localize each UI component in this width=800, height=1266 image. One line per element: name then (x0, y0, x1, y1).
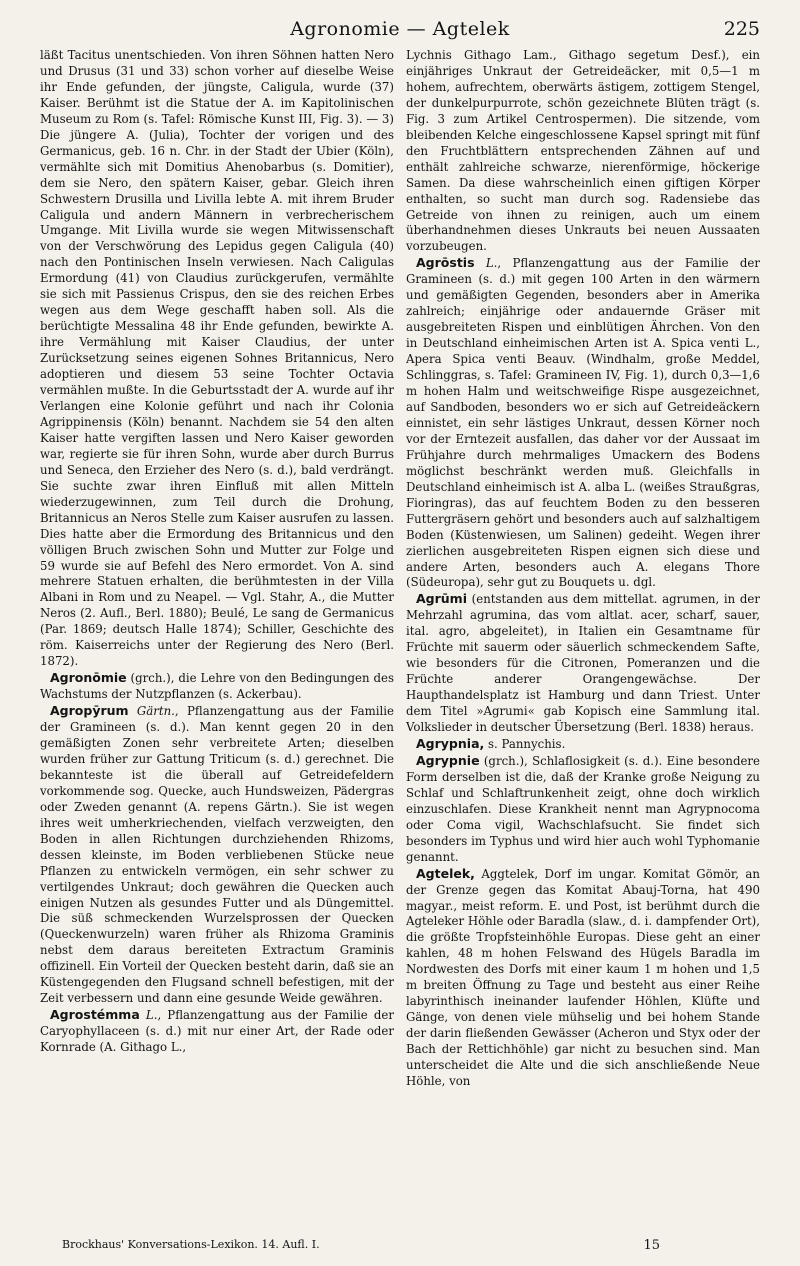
right-column (406, 48, 760, 1212)
headword-agrostis: Agrōstis (416, 255, 475, 271)
author-agrostemma: L. (139, 1008, 158, 1023)
text-columns (40, 48, 760, 1212)
entry-agrostis (406, 255, 760, 591)
page-number: 225 (723, 18, 760, 40)
entry-agrypnie (406, 753, 760, 866)
author-agrostis: L. (474, 256, 498, 271)
author-agropyrum: Gärtn. (128, 704, 175, 719)
headword-agtelek: Agtelek, (416, 865, 475, 881)
continuation-agrippina: läßt Tacitus unentschieden. Von ihren Söhnen hatten Nero und Drusus (31 und 33) schon vorher auf dieselbe Weise ihr Ende gefunden, der jüngste, Caligula, wurde (37) Kaiser. Berühmt ist die Statue der A. im Kapitolinischen Museum zu Rom (s. Tafel: Römische Kunst III, Fig. 3). — 3) Die jüngere A. (Julia), Tochter der vorigen und des Germanicus, geb. 16 n. Chr. in der Stadt der Ubier (Köln), vermählte sich mit Domitius Ahenobarbus (s. Domitier), dem sie Nero, den spätern Kaiser, gebar. Gleich ihren Schwestern Drusilla und Livilla lebte A. mit ihrem Bruder Caligula und andern Männern in verbrecherischem Umgange. Mit Livilla wurde sie wegen Mitwissenschaft von der Verschwörung des Lepidus gegen Caligula (40) nach den Pontinischen Inseln verwiesen. Nach Caligulas Ermordung (41) von Claudius zurückgerufen, vermählte sie sich mit Passienus Crispus, den sie des reichen Erbes wegen aus dem Wege geschafft haben soll. Als die berüchtigte Messalina 48 ihr Ende gefunden, bewirkte A. ihre Vermählung mit Kaiser Claudius, der unter Zurücksetzung seines eigenen Sohnes Britannicus, Nero adoptieren und diesem 53 seine Tochter Octavia vermählen mußte. In die Geburtsstadt der A. wurde auf ihr Verlangen eine Kolonie geführt und nach ihr Colonia Agrippinensis (Köln) benannt. Nachdem sie 54 den alten Kaiser hatte vergiften lassen und Nero Kaiser geworden war, regierte sie für ihren Sohn, wurde aber durch Burrus und Seneca, den Erzieher des Nero (s. d.), bald verdrängt. Sie suchte zwar ihren Einfluß mit allen Mitteln wiederzugewinnen, zum Teil durch die Drohung, Britannicus an Neros Stelle zum Kaiser ausrufen zu lassen. Dies hatte aber die Ermordung des Britannicus und den völligen Bruch zwischen Sohn und Mutter zur Folge und 59 wurde sie auf Befehl des Nero ermordet. Von A. sind mehrere Statuen erhalten, die berühmtesten in der Villa Albani in Rom und zu Neapel. — Vgl. Stahr, A., die Mutter Neros (2. Aufl., Berl. 1880); Beulé, Le sang de Germanicus (Par. 1869; deutsch Halle 1874); Schiller, Geschichte des röm. Kaiserreichs unter der Regierung des Nero (Berl. 1872). (40, 48, 394, 669)
entry-agrostemma (40, 1007, 394, 1056)
entry-text-agronomie: (grch.), die Lehre von den Bedingungen des Wachstums der Nutzpflanzen (s. Ackerbau). (40, 671, 394, 702)
left-column (40, 48, 394, 1212)
entry-text-agropyrum: , Pflanzengattung aus der Familie der Gramineen (s. d.). Man kennt gegen 20 in den gemäßigten Zonen sehr verbreitete Arten; dieselben wurden früher zur Gattung Triticum (s. d.) gerechnet. Die bekannteste ist die überall auf Getreidefeldern vorkommende sog. Quecke, auch Hundsweizen, Pädergras oder Zweden genannt (A. repens Gärtn.). Sie ist wegen ihres weit umherkriechenden, vielfach verzweigten, den Boden in allen Richtungen durchziehenden Rhizoms, dessen kleinste, im Boden verbliebenen Stücke neue Pflanzen zu entwickeln vermögen, ein sehr schwer zu vertilgendes Unkraut; doch gewähren die Quecken auch einigen Nutzen als gesundes Futter und als Düngemittel. Die süß schmeckenden Wurzelsprossen der Quecken (Queckenwurzeln) waren früher als Rhizoma Graminis nebst dem daraus bereiteten Extractum Graminis offizinell. Ein Vorteil der Quecken besteht darin, daß sie an Küstengegenden den Flugsand schnell befestigen, mit der Zeit verbessern und dann eine gesunde Weide gewähren. (40, 704, 394, 1006)
entry-text-agrostis: , Pflanzengattung aus der Familie der Gramineen (s. d.) mit gegen 100 Arten in den wärmern und gemäßigten Gegenden, besonders aber in Amerika zahlreich; einjährige oder andauernde Gräser mit ausgebreiteten Rispen und einblütigen Ährchen. Von den in Deutschland einheimischen Arten ist A. Spica venti L., Apera Spica venti Beauv. (Windhalm, große Meddel, Schlinggras, s. Tafel: Gramineen IV, Fig. 1), durch 0,3—1,6 m hohen Halm und weitschweifige Rispe ausgezeichnet, auf Sandboden, besonders wo er sich auf Getreideäckern einnistet, ein sehr lästiges Unkraut, dessen Körner noch vor der Erntezeit ausfallen, das daher vor der Aussaat im Frühjahre durch mehrmaliges Umackern des Bodens möglichst beschränkt werden muß. Gleichfalls in Deutschland einheimisch ist A. alba L. (weißes Straußgras, Fioringras), das auf feuchtem Boden zu den besseren Futtergräsern gehört und besonders auch auf salzhaltigem Boden (Küstenwiesen, um Salinen) gedeiht. Wegen ihrer zierlichen ausgebreiteten Rispen eignen sich diese und andere Arten, besonders auch A. elegans Thore (Südeuropa), sehr gut zu Bouquets u. dgl. (406, 256, 760, 590)
continuation-agrostemma: Lychnis Githago Lam., Githago segetum Desf.), ein einjähriges Unkraut der Getreideäcker, mit 0,5—1 m hohem, aufrechtem, oberwärts ästigem, zottigem Stengel, der dunkelpurpurrote, schön gezeichnete Blüten trägt (s. Fig. 3 zum Artikel Centrospermen). Die sitzende, vom bleibenden Kelche eingeschlossene Kapsel springt mit fünf den Fruchtblättern entsprechenden Zähnen auf und enthält zahlreiche schwarze, nierenförmige, höckerige Samen. Da diese wahrscheinlich einen giftigen Körper enthalten, so sucht man durch sog. Radensiebe das Getreide von ihnen zu reinigen, auch um einem überhandnehmen dieses Unkrauts bei neuen Aussaaten vorzubeugen. (406, 48, 760, 254)
entry-text-agrypnie: (grch.), Schlaflosigkeit (s. d.). Eine besondere Form derselben ist die, daß der Kranke große Neigung zu Schlaf und Schlaftrunkenheit zeigt, ohne doch wirklich einzuschlafen. Diese Krankheit nennt man Agrypnocoma oder Coma vigil, Wachschlafsucht. Sie findet sich besonders im Typhus und wird hier auch wohl Typhomanie genannt. (406, 753, 760, 864)
entry-agtelek (406, 866, 760, 1090)
entry-agronomie (40, 670, 394, 703)
headword-agropyrum: Agropȳrum (50, 703, 129, 719)
headword-agrumi: Agrūmi (416, 591, 467, 607)
footer-source: Brockhaus' Konversations-Lexikon. 14. Aufl. I. (62, 1238, 320, 1251)
entry-agropyrum (40, 703, 394, 1007)
headword-agronomie: Agronōmie (50, 670, 127, 686)
entry-agrumi (406, 591, 760, 736)
page-header (40, 14, 760, 44)
running-head: Agronomie — Agtelek (290, 18, 510, 40)
headword-agrostemma: Agrostémma (50, 1007, 140, 1023)
entry-text-agrumi: (entstanden aus dem mittellat. agrumen, in der Mehrzahl agrumina, das vom altlat. acer, scharf, sauer, ital. agro, abgeleitet), in Italien ein Gesamtname für Früchte mit sauerm oder säuerlich schmeckendem Safte, wie besonders für die Citronen, Pomeranzen und die Früchte anderer Orangengewächse. Der Haupthandelsplatz ist Hamburg und dann Triest. Unter dem Titel »Agrumi« gab Kopisch eine Sammlung ital. Volkslieder in deutscher Übersetzung (Berl. 1838) heraus. (406, 592, 760, 735)
entry-text-agrostemma: , Pflanzengattung aus der Familie der Caryophyllaceen (s. d.) mit nur einer Art, der Rade oder Kornrade (A. Githago L., (40, 1008, 394, 1055)
entry-text-agrypnia: s. Pannychis. (484, 736, 566, 751)
footer-sheet-number: 15 (643, 1238, 660, 1253)
headword-agrypnia: Agrypnia, (416, 735, 485, 751)
entry-agrypnia (406, 736, 760, 753)
entry-text-agtelek: Aggtelek, Dorf im ungar. Komitat Gömör, an der Grenze gegen das Komitat Abauj-Torna, hat 490 magyar., meist reform. E. und Post, ist berühmt durch die Agteleker Höhle oder Baradla (slaw., d. i. dampfender Ort), die größte Tropfsteinhöhle Europas. Diese geht an einer kahlen, 48 m hohen Felswand des Hügels Baradla im Nordwesten des Dorfs mit einer kaum 1 m hohen und 1,5 m breiten Öffnung zu Tage und besteht aus einer Reihe labyrinthisch ineinander laufender Höhlen, Klüfte und Gänge, von denen viele mühselig und bei hohem Stande der darin fließenden Gewässer (Acheron und Styx oder der Bach der Rettichhöhle) gar nicht zu besuchen sind. Man unterscheidet die Alte und die sich anschließende Neue Höhle, von (406, 866, 760, 1088)
headword-agrypnie: Agrypnie (416, 752, 480, 768)
page-footer (40, 1238, 760, 1258)
